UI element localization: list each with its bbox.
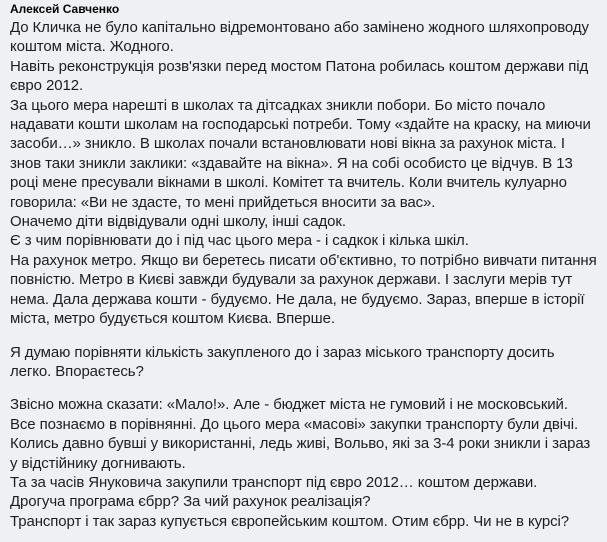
comment-paragraph: На рахунок метро. Якщо ви беретесь писати об'єктивно, то потрібно вивчати питання повністю. Метро в Києві завжди будували за рахунок держави. І заслуги мерів тут нема. Дала держава кошти - будуємо. Не дала, не будуємо. Зараз, вперше в історії міста, метро будується коштом Києва. Вперше. (10, 251, 597, 328)
comment-paragraph: За цього мера нарешті в школах та дітсадках зникли побори. Бо місто почало надавати кошти школам на господарські потреби. Тому «здайте на краску, на миючи засоби…» зникло. В школах почали встановлювати нові вікна за рахунок міста. І знов таки зникли заклики: «здавайте на вікна». Я на собі особисто це відчув. В 13 році мене пресували вікнами в школі. Комітет та вчитель. Коли вчитель кулуарно говорила: «Ви не здасте, то мені прийдеться вносити за вас». (10, 96, 591, 211)
comment-paragraph: Навіть реконструкція розв'язки перед мостом Патона робилась коштом держави під євро 2012. (10, 57, 589, 95)
paragraph-gap (10, 381, 597, 395)
comment-author-name[interactable]: Алексей Савченко (10, 2, 120, 16)
comment-paragraph: До Кличка не було капітально відремонтовано або замінено жодного шляхопроводу коштом міста. Жодного. (10, 19, 589, 56)
comment-paragraph: Дрогуча програма єбрр? За чий рахунок реалізація? (10, 493, 371, 511)
comment-paragraph: Та за часів Януковича закупили транспорт під євро 2012… коштом держави. (10, 473, 538, 491)
comment-paragraph: Оначемо діти відвідували одні школу, інші садок. (10, 213, 346, 231)
comment-paragraph: Я думаю порівняти кількість закупленого до і зараз міського транспорту досить легко. Впораєтесь? (10, 343, 555, 380)
comment-paragraph: Є з чим порівнювати до і під час цього мера - і садкок і кілька шкіл. (10, 232, 469, 250)
comment-text (10, 18, 597, 531)
comment-paragraph: Звісно можна сказати: «Мало!». Але - бюджет міста не гумовий і не московський. Все познаємо в порівнянні. До цього мера «масові» закупки транспорту були двічі. Колись давно бувші у використанні, ледь живі, Вольво, які за 3-4 роки зникли і зараз у відстійнику догнивають. (10, 396, 591, 472)
paragraph-gap (10, 329, 597, 343)
comment-paragraph: Транспорт і так зараз купується європейським коштом. Отим єбрр. Чи не в курсі? (10, 512, 569, 530)
